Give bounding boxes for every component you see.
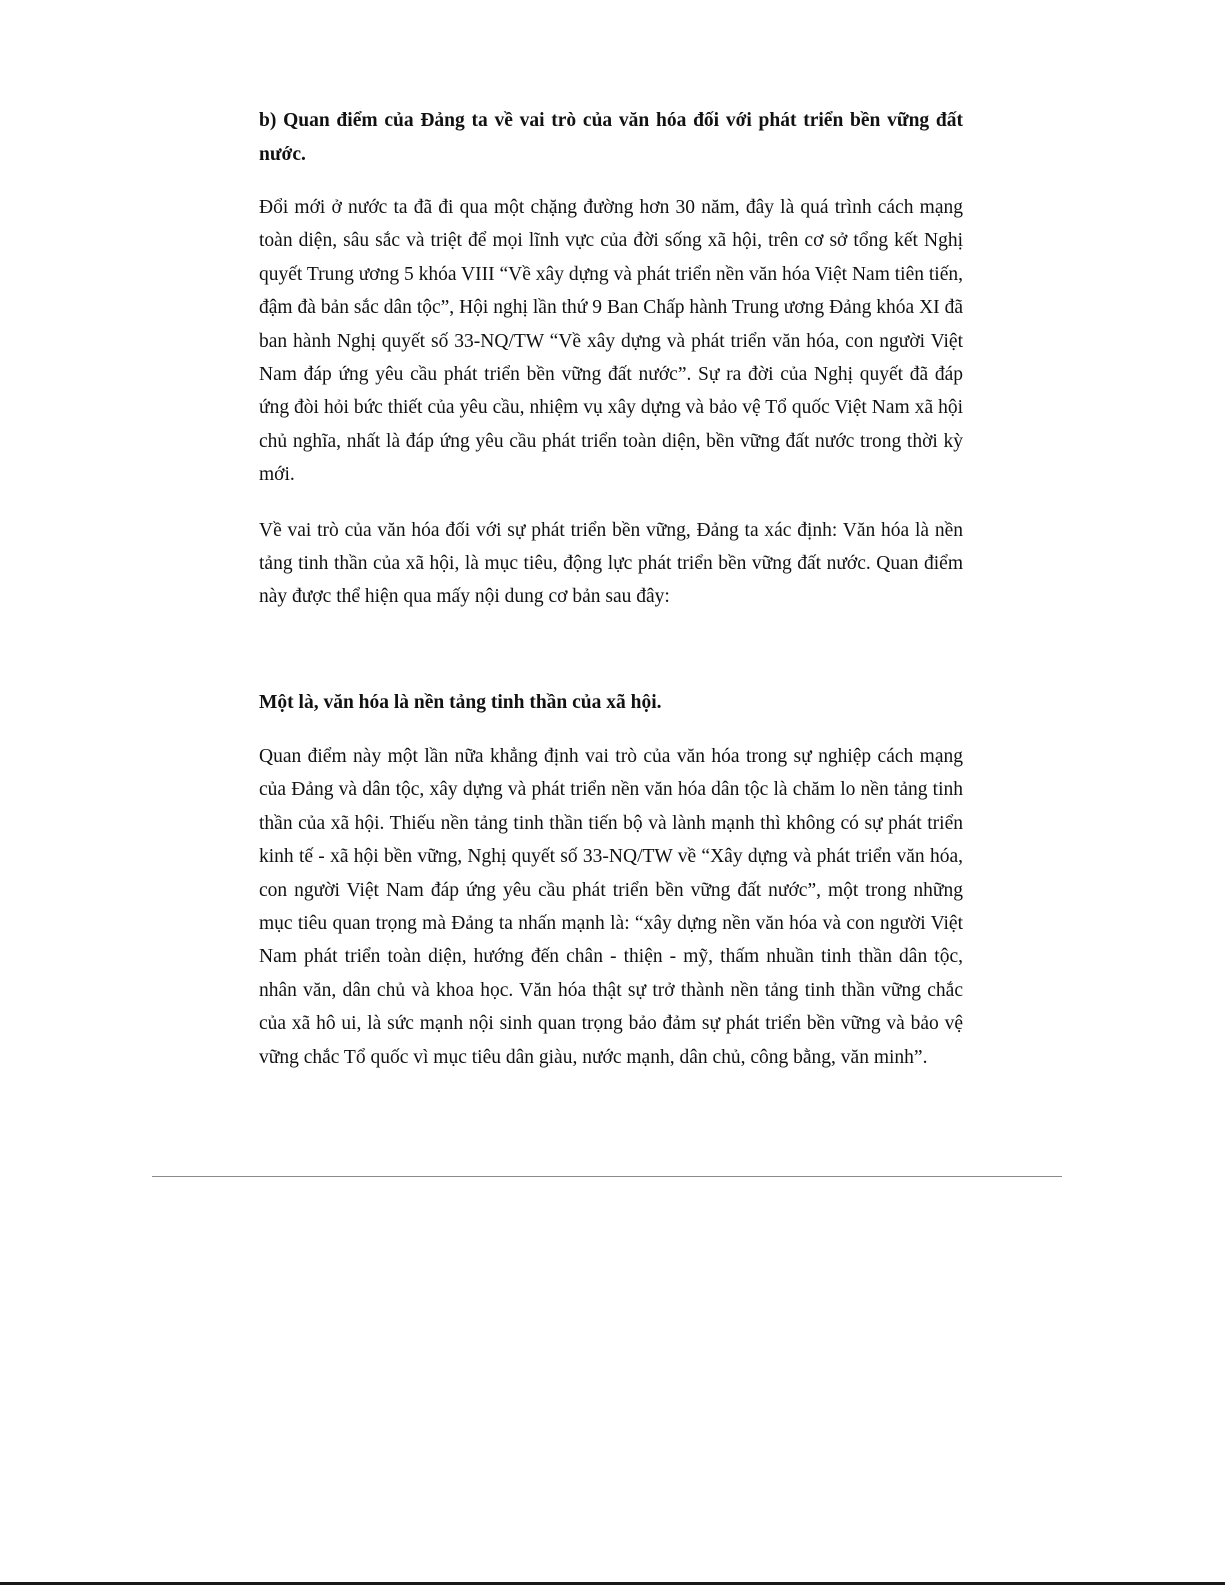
page-divider	[152, 1176, 1062, 1177]
section-mot-heading: Một là, văn hóa là nền tảng tinh thần của xã hội.	[259, 691, 662, 713]
section-b-paragraph-1: Đổi mới ở nước ta đã đi qua một chặng đường hơn 30 năm, đây là quá trình cách mạng toàn diện, sâu sắc và triệt để mọi lĩnh vực của đời sống xã hội, trên cơ sở tổng kết Nghị quyết Trung ương 5 khóa VIII “Về xây dựng và phát triển nền văn hóa Việt Nam tiên tiến, đậm đà bản sắc dân tộc”, Hội nghị lần thứ 9 Ban Chấp hành Trung ương Đảng khóa XI đã ban hành Nghị quyết số 33-NQ/TW “Về xây dựng và phát triển văn hóa, con người Việt Nam đáp ứng yêu cầu phát triển bền vững đất nước”. Sự ra đời của Nghị quyết đã đáp ứng đòi hỏi bức thiết của yêu cầu, nhiệm vụ xây dựng và bảo vệ Tổ quốc Việt Nam xã hội chủ nghĩa, nhất là đáp ứng yêu cầu phát triển toàn diện, bền vững đất nước trong thời kỳ mới.	[259, 197, 963, 486]
section-mot-paragraph: Quan điểm này một lần nữa khẳng định vai trò của văn hóa trong sự nghiệp cách mạng của Đảng và dân tộc, xây dựng và phát triển nền văn hóa dân tộc là chăm lo nền tảng tinh thần của xã hội. Thiếu nền tảng tinh thần tiến bộ và lành mạnh thì không có sự phát triển kinh tế - xã hội bền vững, Nghị quyết số 33-NQ/TW về “Xây dựng và phát triển văn hóa, con người Việt Nam đáp ứng yêu cầu phát triển bền vững đất nước”, một trong những mục tiêu quan trọng mà Đảng ta nhấn mạnh là: “xây dựng nền văn hóa và con người Việt Nam phát triển toàn diện, hướng đến chân - thiện - mỹ, thấm nhuần tinh thần dân tộc, nhân văn, dân chủ và khoa học. Văn hóa thật sự trở thành nền tảng tinh thần vững chắc của xã hô ui, là sức mạnh nội sinh quan trọng bảo đảm sự phát triển bền vững và bảo vệ vững chắc Tổ quốc vì mục tiêu dân giàu, nước mạnh, dân chủ, công bằng, văn minh”.	[259, 745, 963, 1068]
document-body	[259, 104, 963, 1074]
section-b-heading: b) Quan điểm của Đảng ta về vai trò của văn hóa đối với phát triển bền vững đất nước.	[259, 110, 963, 165]
section-b-paragraph-2: Về vai trò của văn hóa đối với sự phát triển bền vững, Đảng ta xác định: Văn hóa là nền tảng tinh thần của xã hội, là mục tiêu, động lực phát triển bền vững đất nước. Quan điểm này được thể hiện qua mấy nội dung cơ bản sau đây:	[259, 519, 963, 608]
